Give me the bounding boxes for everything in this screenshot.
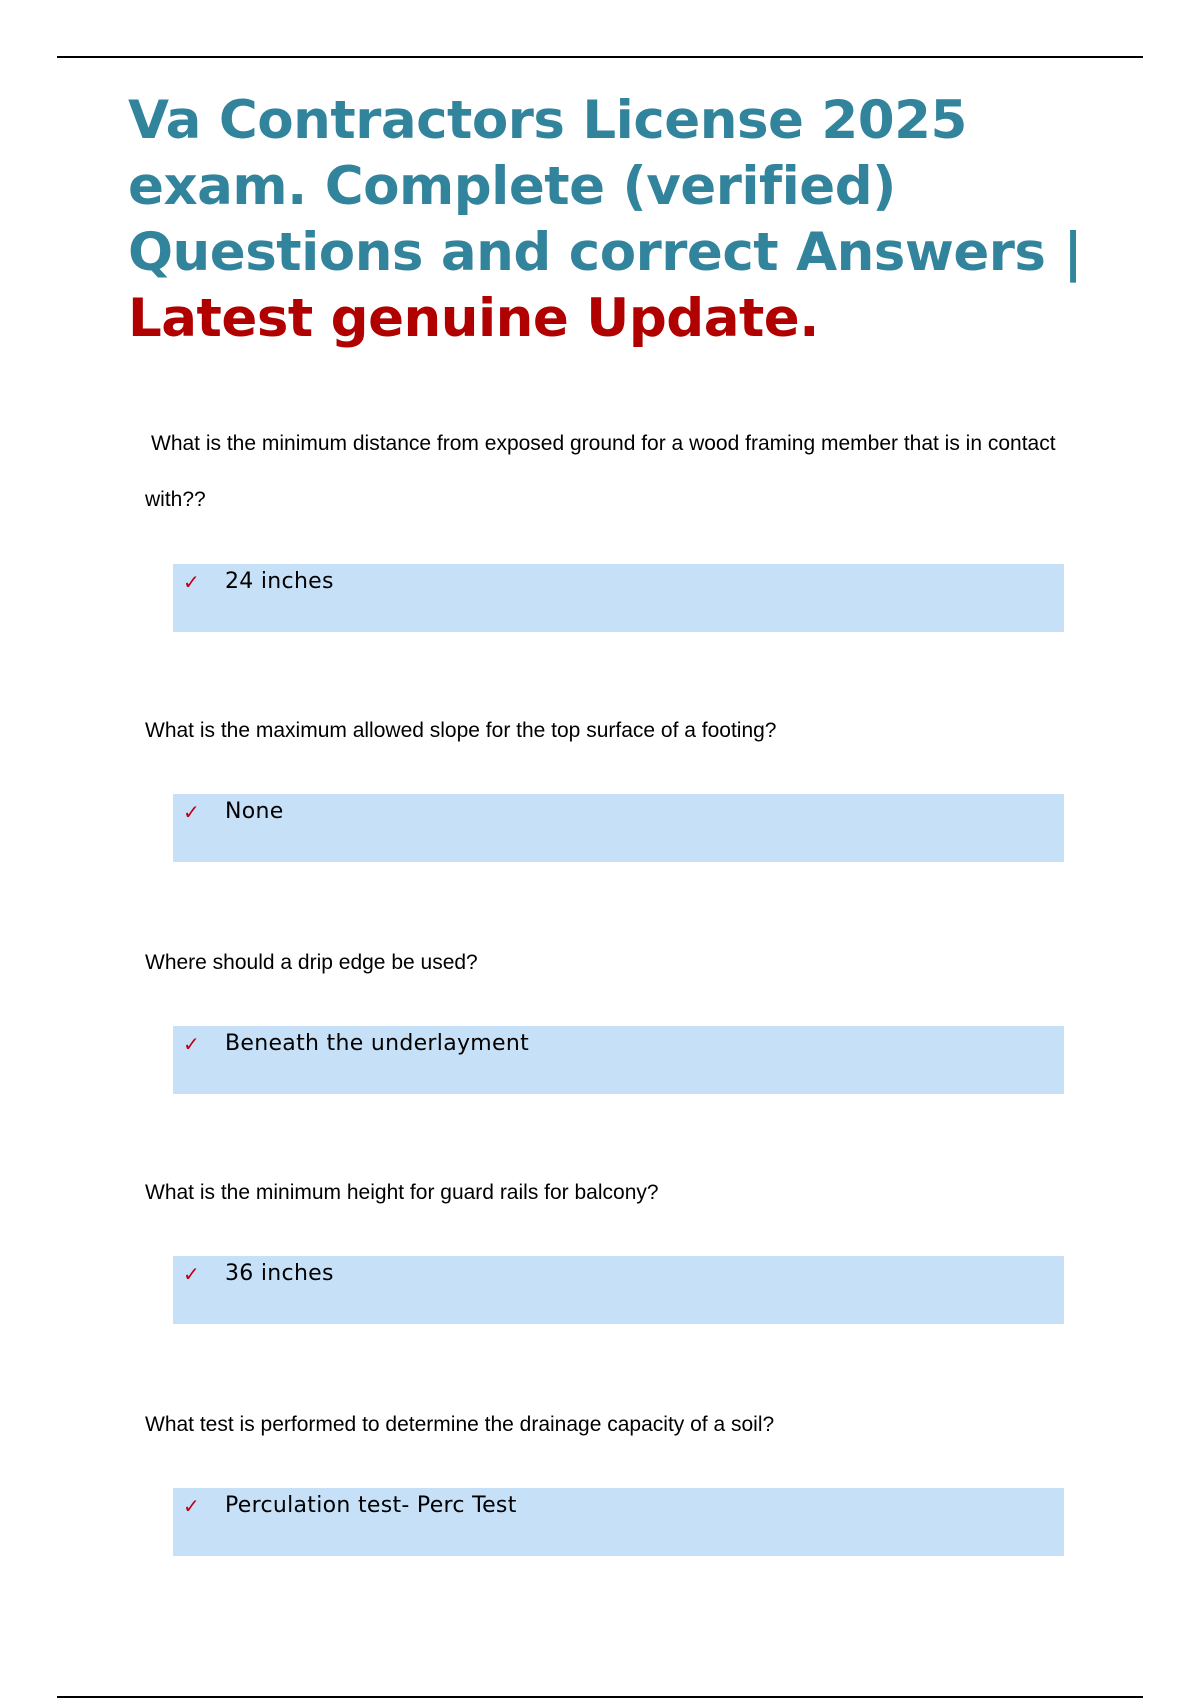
answer-text: 24 inches [225, 569, 334, 594]
question-text: Where should a drip edge be used? [145, 951, 478, 974]
answer-box [173, 1256, 1064, 1324]
check-icon: ✓ [183, 1032, 200, 1056]
answer-text: Beneath the underlayment [225, 1031, 530, 1056]
title-main: Va Contractors License 2025 exam. Complete (verified) Questions and correct Answers | [128, 90, 1083, 283]
answer-box [173, 1488, 1064, 1556]
answer-box [173, 564, 1064, 632]
check-icon: ✓ [183, 1262, 200, 1286]
check-icon: ✓ [183, 800, 200, 824]
document-title [128, 88, 1128, 352]
question-text: What test is performed to determine the drainage capacity of a soil? [145, 1413, 775, 1436]
answer-box [173, 1026, 1064, 1094]
bottom-rule [57, 1696, 1143, 1698]
answer-text: Perculation test- Perc Test [225, 1493, 517, 1518]
answer-box [173, 794, 1064, 862]
check-icon: ✓ [183, 1494, 200, 1518]
question-text: What is the minimum height for guard rails for balcony? [145, 1181, 659, 1204]
answer-text: None [225, 799, 284, 824]
check-icon: ✓ [183, 570, 200, 594]
question-text: What is the minimum distance from exposed ground for a wood framing member that is in contact with?? [145, 432, 1056, 511]
answer-text: 36 inches [225, 1261, 334, 1286]
title-accent: Latest genuine Update. [128, 288, 819, 349]
top-rule [57, 56, 1143, 58]
question-text: What is the maximum allowed slope for the top surface of a footing? [145, 719, 777, 742]
